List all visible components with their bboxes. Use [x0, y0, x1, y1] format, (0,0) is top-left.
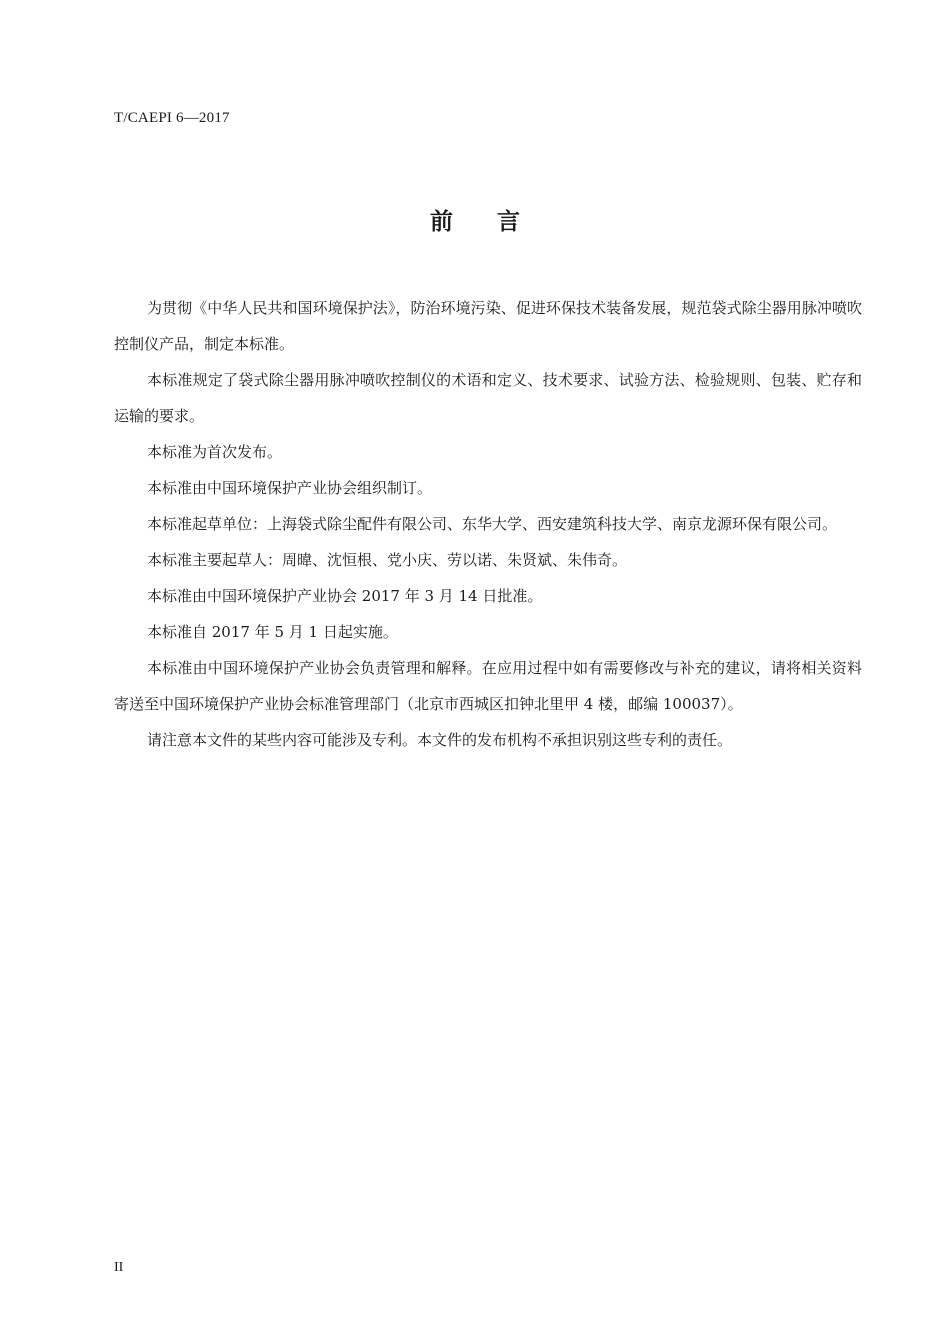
paragraph-scope: 本标准规定了袋式除尘器用脉冲喷吹控制仪的术语和定义、技术要求、试验方法、检验规则、包装、贮存和运输的要求。	[114, 371, 862, 425]
paragraph-drafters: 本标准主要起草人：周暐、沈恒根、党小庆、劳以诺、朱贤斌、朱伟奇。	[147, 551, 628, 569]
paragraph-organizer: 本标准由中国环境保护产业协会组织制订。	[147, 479, 433, 497]
paragraph-drafting-units: 本标准起草单位：上海袋式除尘配件有限公司、东华大学、西安建筑科技大学、南京龙源环保有限公司。	[147, 515, 838, 533]
paragraph-approval-date: 本标准由中国环境保护产业协会 2017 年 3 月 14 日批准。	[147, 587, 543, 605]
paragraph-purpose: 为贯彻《中华人民共和国环境保护法》，防治环境污染、促进环保技术装备发展，规范袋式除尘器用脉冲喷吹控制仪产品，制定本标准。	[114, 299, 862, 353]
foreword-body	[114, 290, 862, 758]
document-code: T/CAEPI 6—2017	[114, 110, 230, 126]
page-title: 前言	[430, 209, 564, 235]
paragraph-first-release: 本标准为首次发布。	[147, 443, 283, 461]
paragraph-administration: 本标准由中国环境保护产业协会负责管理和解释。在应用过程中如有需要修改与补充的建议，请将相关资料寄送至中国环境保护产业协会标准管理部门（北京市西城区扣钟北里甲 4 楼，邮编 100037）。	[114, 659, 862, 713]
page-number: II	[114, 1260, 124, 1275]
paragraph-effective-date: 本标准自 2017 年 5 月 1 日起实施。	[147, 623, 398, 641]
paragraph-patent-notice: 请注意本文件的某些内容可能涉及专利。本文件的发布机构不承担识别这些专利的责任。	[147, 731, 733, 749]
